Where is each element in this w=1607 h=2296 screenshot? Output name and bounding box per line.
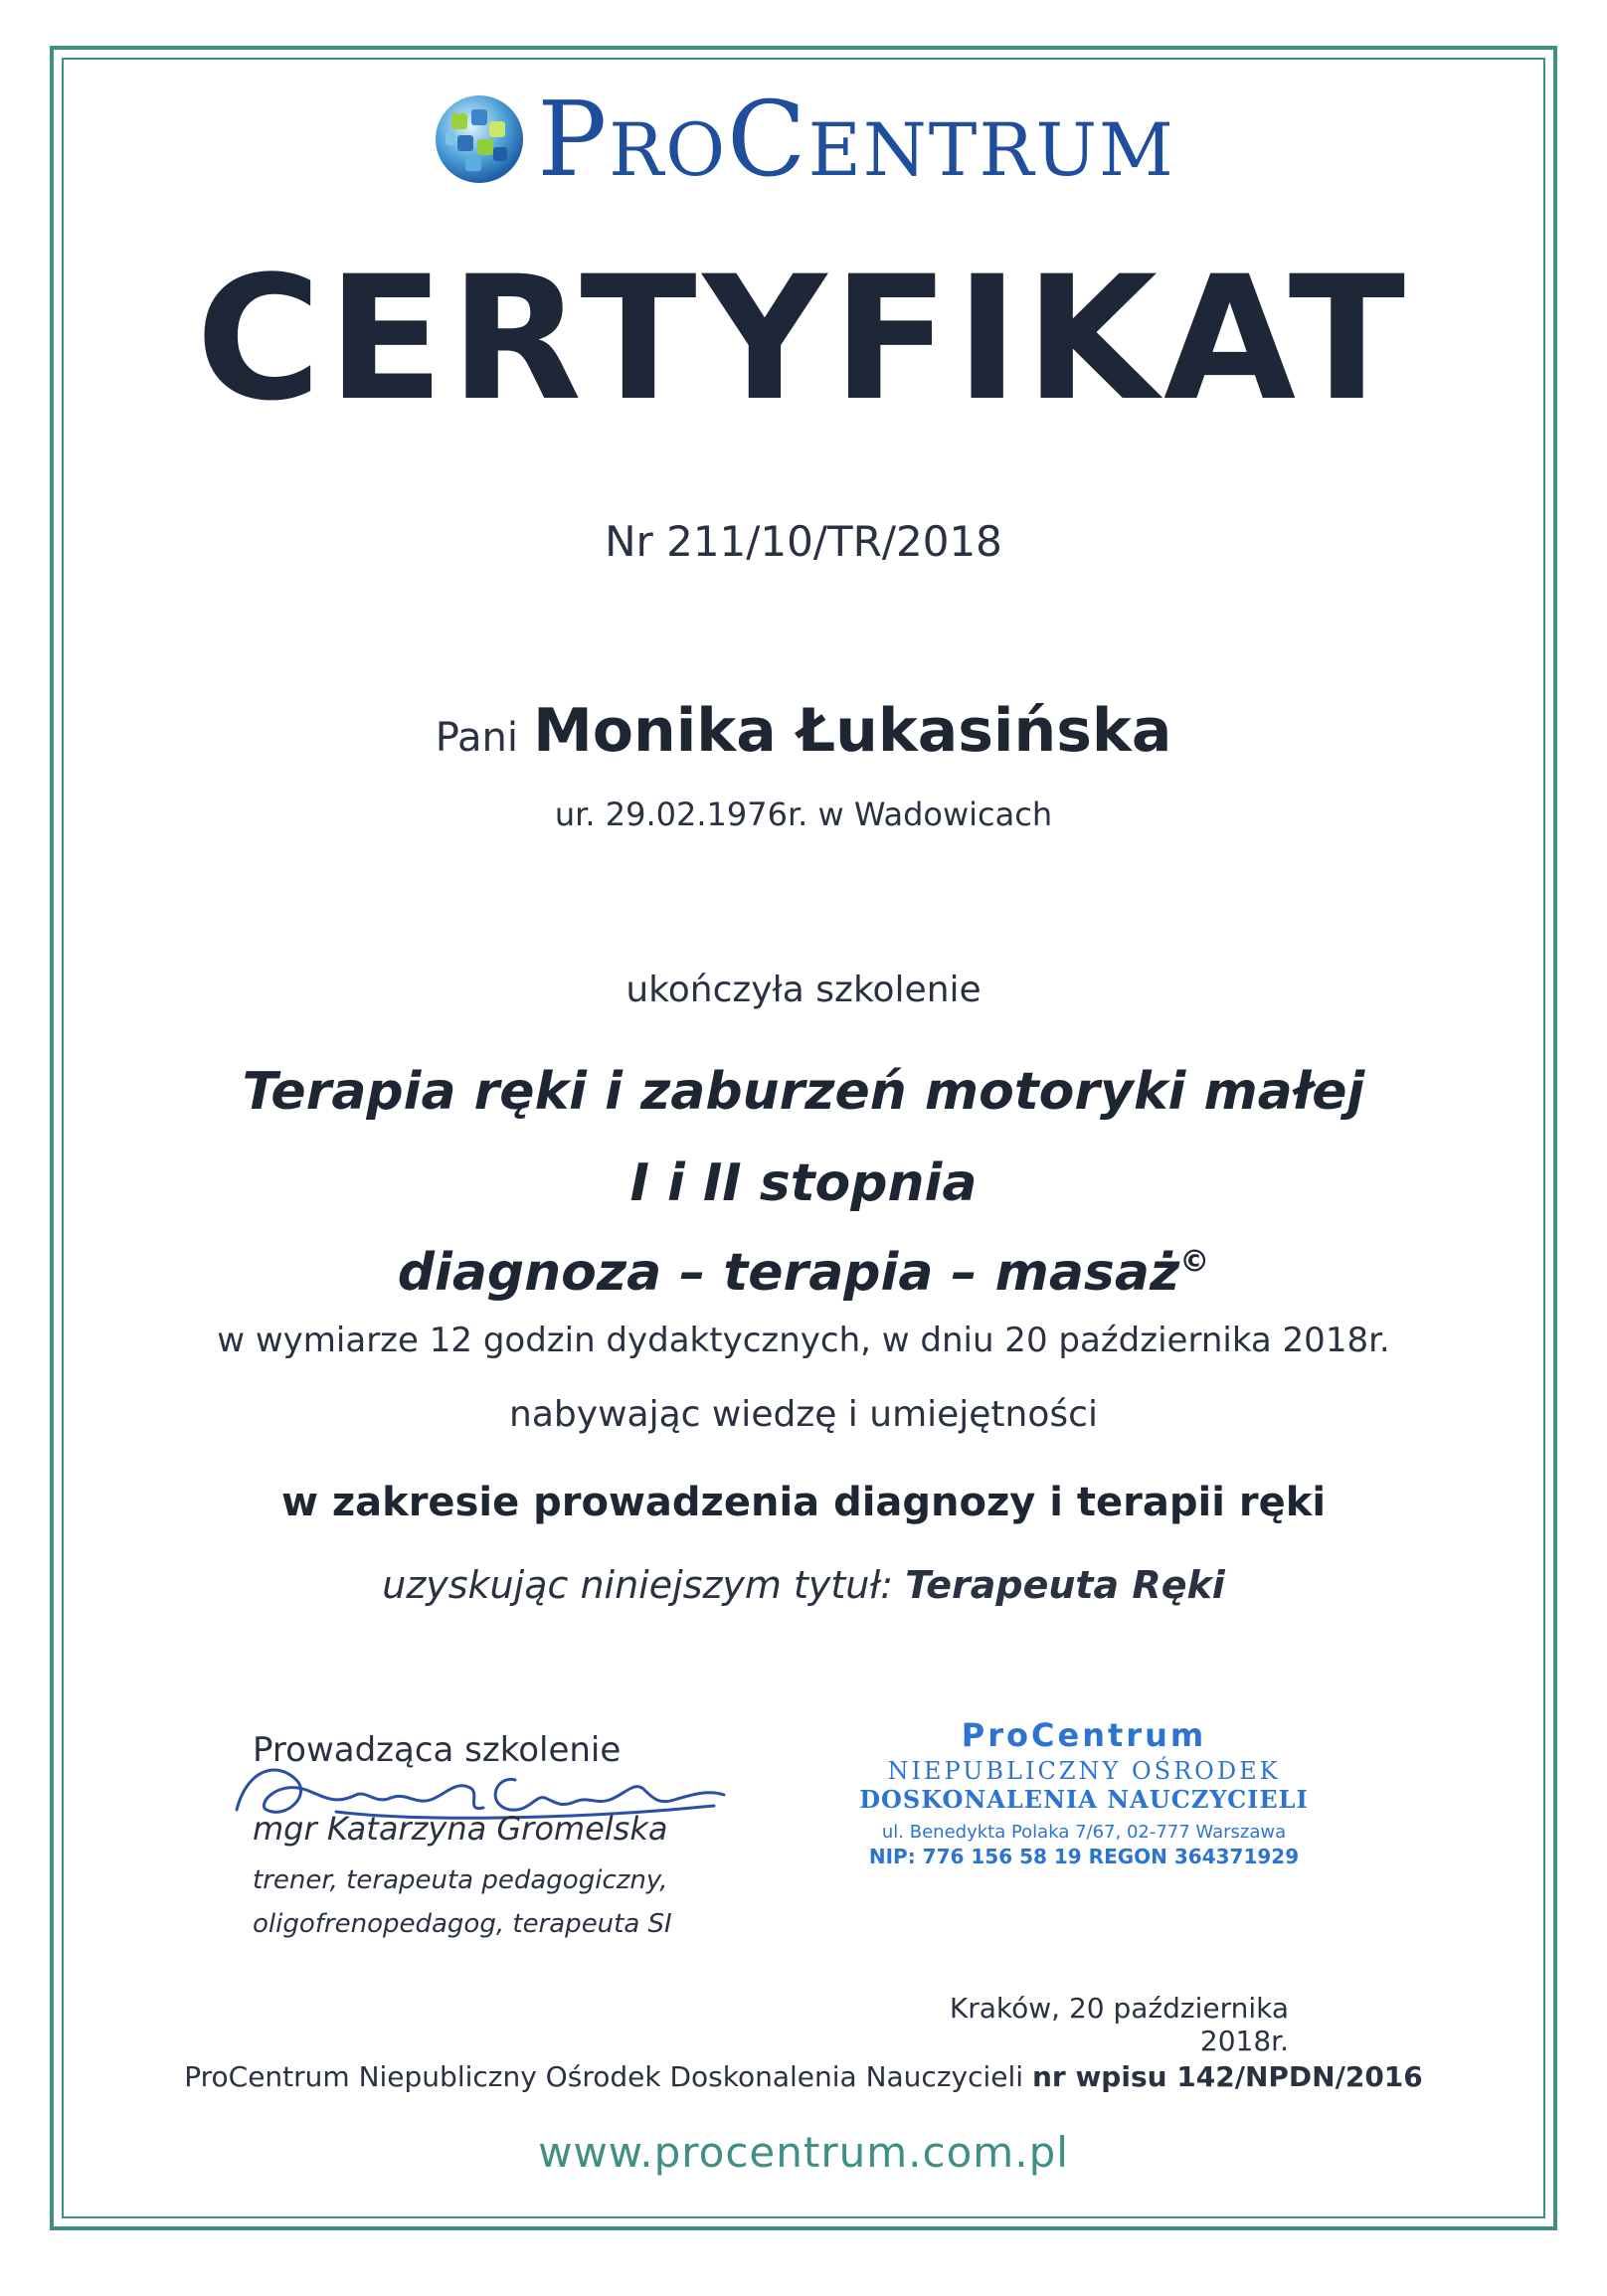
certificate-title: CERTYFIKAT (195, 239, 1412, 439)
recipient-salutation: Pani (435, 715, 518, 761)
course-title-line1: Terapia ręki i zaburzeń motoryki małej (242, 1062, 1365, 1122)
course-range: w zakresie prowadzenia diagnozy i terapii ręki (280, 1480, 1327, 1525)
lead-name: mgr Katarzyna Gromelska (253, 1810, 668, 1848)
course-title-line3 (0, 1243, 1607, 1303)
organization-stamp (855, 1718, 1313, 1869)
website-link[interactable]: www.procentrum.com.pl (538, 2128, 1069, 2177)
recipient-birth: ur. 29.02.1976r. w Wadowicach (554, 795, 1053, 833)
awarded-title-prefix: uzyskując niniejszym tytuł: (382, 1563, 894, 1607)
brand-logo (0, 79, 1607, 200)
stamp-line5: NIP: 776 156 58 19 REGON 364371929 (868, 1845, 1300, 1869)
copyright-mark: © (1179, 1244, 1210, 1280)
awarded-title: Terapeuta Ręki (905, 1563, 1225, 1607)
lead-role-line1: trener, terapeuta pedagogiczny, (253, 1865, 668, 1895)
place-date: Kraków, 20 października 2018r. (949, 1992, 1289, 2057)
lead-role-line2: oligofrenopedagog, terapeuta SI (253, 1909, 672, 1939)
completed-label: ukończyła szkolenie (625, 970, 982, 1010)
recipient-name: Monika Łukasińska (533, 696, 1172, 766)
stamp-line3: DOSKONALENIA NAUCZYCIELI (859, 1784, 1309, 1814)
lead-label: Prowadząca szkolenie (253, 1730, 622, 1770)
registry-number: nr wpisu 142/NPDN/2016 (1031, 2060, 1423, 2093)
awarded-title-line (0, 1563, 1607, 1607)
course-scope: w wymiarze 12 godzin dydaktycznych, w dniu 20 października 2018r. (217, 1321, 1390, 1360)
brand-name: ProCentrum (537, 79, 1175, 200)
certificate-number: Nr 211/10/TR/2018 (605, 517, 1002, 566)
organization-line (0, 2060, 1607, 2093)
course-title-line2: I i II stopnia (629, 1153, 978, 1213)
course-subtitle: diagnoza – terapia – masaż (397, 1243, 1180, 1303)
stamp-line2: NIEPUBLICZNY OŚRODEK (887, 1757, 1281, 1786)
stamp-line1: ProCentrum (961, 1716, 1207, 1754)
course-gaining: nabywając wiedzę i umiejętności (509, 1394, 1098, 1435)
organization-name: ProCentrum Niepubliczny Ośrodek Doskonalenia Nauczycieli (184, 2060, 1024, 2093)
stamp-line4: ul. Benedykta Polaka 7/67, 02-777 Warszawa (881, 1821, 1287, 1843)
recipient-line (0, 696, 1607, 766)
puzzle-globe-icon (432, 91, 527, 187)
